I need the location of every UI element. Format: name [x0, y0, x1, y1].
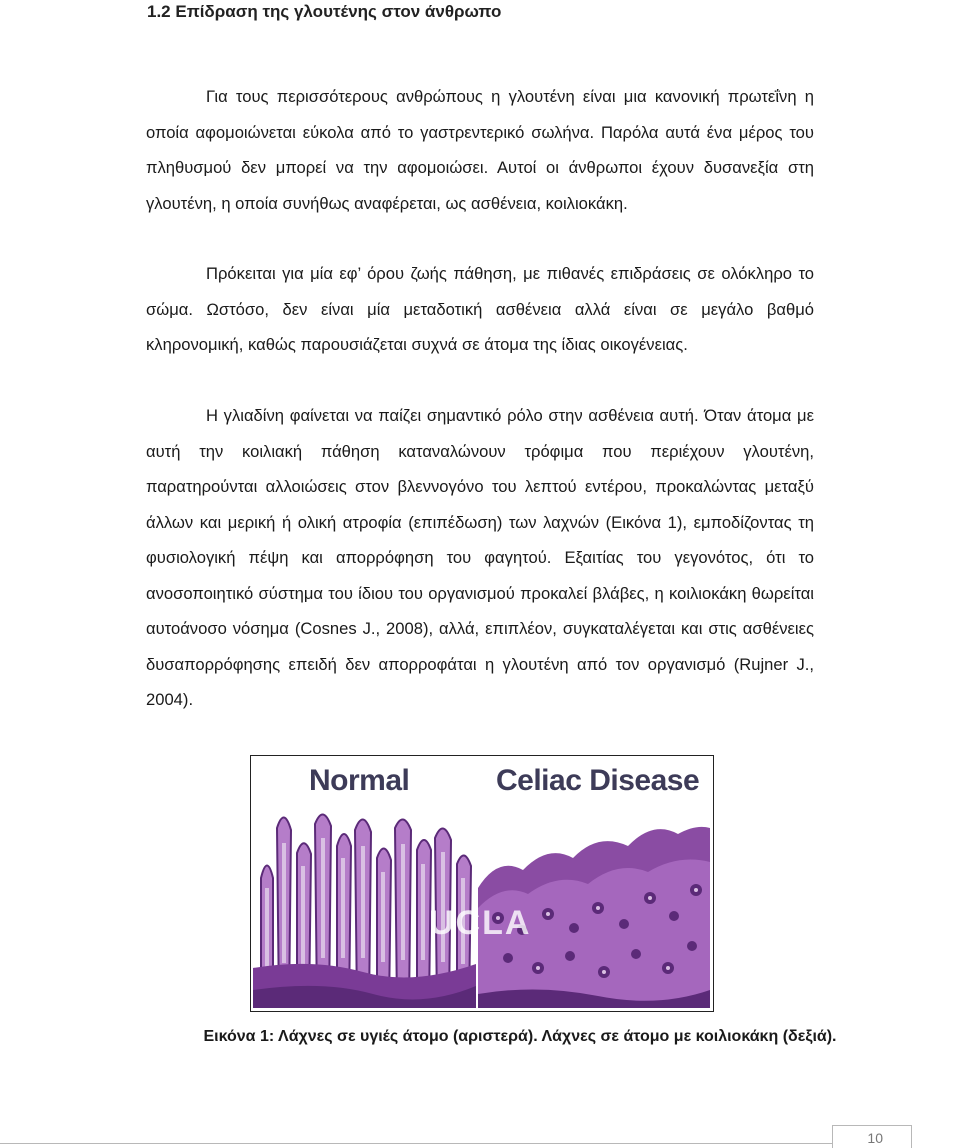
celiac-villi-panel: [478, 758, 710, 1008]
paragraph-2: Πρόκειται για μία εφ’ όρου ζωής πάθηση, με πιθανές επιδράσεις σε ολόκληρο το σώμα. Ωστόσο, δεν είναι μία μεταδοτική ασθένεια αλλά είναι σε μεγάλο βαθμό κληρονομική, καθώς παρουσιάζεται συχνά σε άτομα της ίδιας οικογένειας.: [146, 264, 814, 354]
footer-rule: [0, 1143, 832, 1144]
celiac-label: Celiac Disease: [496, 764, 700, 797]
section-heading: 1.2 Επίδραση της γλουτένης στον άνθρωπο: [147, 2, 502, 21]
paragraph-1: Για τους περισσότερους ανθρώπους η γλουτένη είναι μια κανονική πρωτεΐνη η οποία αφομοιώνεται εύκολα από το γαστρεντερικό σωλήνα. Παρόλα αυτά ένα μέρος του πληθυσμού δεν μπορεί να την αφομοιώσει. Αυτοί οι άνθρωποι έχουν δυσανεξία στη γλουτένη, η οποία συνήθως αναφέρεται, ως ασθένεια, κοιλιοκάκη.: [146, 87, 814, 213]
figure-caption: Εικόνα 1: Λάχνες σε υγιές άτομο (αριστερά). Λάχνες σε άτομο με κοιλιοκάκη (δεξιά).: [203, 1028, 837, 1045]
normal-label: Normal: [309, 764, 410, 797]
page-number-box: [832, 1125, 912, 1148]
ucla-watermark: UCLA: [429, 904, 532, 942]
page-number: 10: [867, 1130, 883, 1146]
figure-histology: [250, 755, 714, 1012]
paragraph-3: Η γλιαδίνη φαίνεται να παίζει σημαντικό ρόλο στην ασθένεια αυτή. Όταν άτομα με αυτή την κοιλιακή πάθηση καταναλώνουν τρόφιμα που περιέχουν γλουτένη, παρατηρούνται αλλοιώσεις στον βλεννογόνο του λεπτού εντέρου, προκαλώντας μεταξύ άλλων και μερική ή ολική ατροφία (επιπέδωση) των λαχνών (Εικόνα 1), εμποδίζοντας τη φυσιολογική πέψη και απορρόφηση του φαγητού. Εξαιτίας του γεγονότος, ότι το ανοσοποιητικό σύστημα του ίδιου του οργανισμού προκαλεί βλάβες, η κοιλιοκάκη θωρείται αυτοάνοσο νόσημα (Cosnes J., 2008), αλλά, επιπλέον, συγκαταλέγεται και στις ασθένειες δυσαπορρόφησης επειδή δεν απορροφάται η γλουτένη από τον οργανισμό (Rujner J., 2004).: [146, 406, 814, 709]
normal-villi-panel: [253, 758, 476, 1008]
